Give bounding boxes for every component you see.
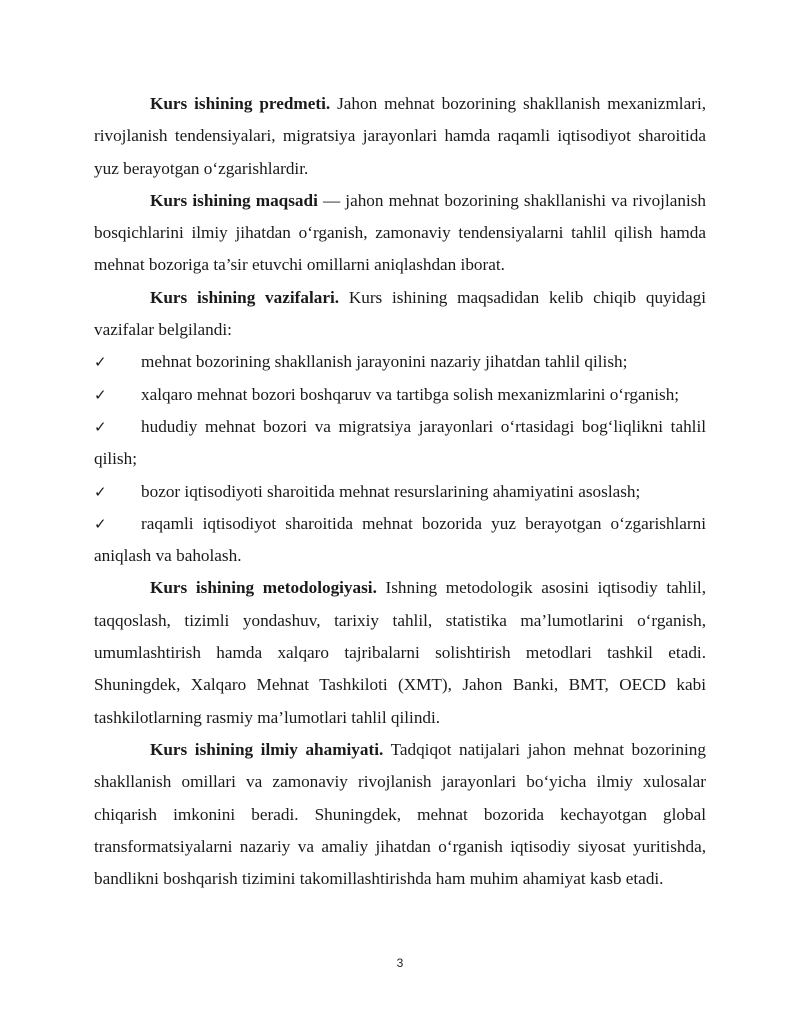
paragraph-significance-title: Kurs ishining ilmiy ahamiyati. — [150, 739, 384, 759]
paragraph-tasks-text: Kurs ishining maqsadidan kelib chiqib quyidagi vazifalar belgilandi: — [94, 287, 706, 340]
checkmark-icon: ✓ — [94, 514, 107, 533]
checkmark-icon: ✓ — [94, 385, 107, 404]
checkmark-icon: ✓ — [94, 482, 107, 501]
page-number: 3 — [396, 956, 404, 970]
task-list-item — [94, 379, 706, 411]
paragraph-methodology-title: Kurs ishining metodologiyasi. — [150, 578, 377, 598]
task-text: xalqaro mehnat bozori boshqaruv va tartibga solish mexanizmlarini o‘rganish; — [141, 384, 680, 404]
task-text: mehnat bozorining shakllanish jarayonini nazariy jihatdan tahlil qilish; — [141, 352, 628, 372]
paragraph-tasks — [94, 282, 706, 347]
paragraph-goal-title: Kurs ishining maqsadi — [150, 190, 318, 210]
task-list-item — [94, 411, 706, 476]
paragraph-subject-text: Jahon mehnat bozorining shakllanish mexanizmlari, rivojlanish tendensiyalari, migratsiya jarayonlari hamda raqamli iqtisodiyot sharoitida yuz berayotgan o‘zgarishlardir. — [94, 94, 707, 178]
paragraph-subject — [94, 88, 706, 185]
task-text: hududiy mehnat bozori va migratsiya jarayonlari o‘rtasidagi bog‘liqlikni tahlil qilish; — [94, 416, 706, 469]
task-list-item — [94, 476, 706, 508]
paragraph-methodology — [94, 572, 706, 733]
document-page — [94, 88, 706, 895]
checkmark-icon: ✓ — [94, 353, 107, 372]
paragraph-subject-title: Kurs ishining predmeti. — [150, 94, 331, 113]
task-list-item — [94, 508, 706, 573]
task-list-item — [94, 346, 706, 378]
paragraph-significance — [94, 734, 706, 895]
paragraph-goal-text: — jahon mehnat bozorining shakllanishi va rivojlanish bosqichlarini ilmiy jihatdan o‘rganish, zamonaviy tendensiyalarni tahlil qilish hamda mehnat bozoriga ta’sir etuvchi omillarni aniqlashdan iborat. — [94, 190, 707, 275]
paragraph-significance-text: Tadqiqot natijalari jahon mehnat bozorining shakllanish omillari va zamonaviy rivojlanish jarayonlari bo‘yicha ilmiy xulosalar chiqarish imkonini beradi. Shuningdek, mehnat bozorida kechayotgan global transformatsiyalarni nazariy va amaliy jihatdan o‘rganish iqtisodiy siyosat yuritishda, bandlikni boshqarish tizimini takomillashtirishda ham muhim ahamiyat kasb etadi. — [94, 739, 706, 889]
paragraph-goal — [94, 185, 706, 282]
paragraph-methodology-text: Ishning metodologik asosini iqtisodiy tahlil, taqqoslash, tizimli yondashuv, tarixiy tahlil, statistika ma’lumotlarini o‘rganish, umumlashtirish hamda xalqaro tajribalarni solishtirish metodlari tashkil etadi. Shuningdek, Xalqaro Mehnat Tashkiloti (XMT), Jahon Banki, BMT, OECD kabi tashkilotlarning rasmiy ma’lumotlari tahlil qilindi. — [94, 578, 706, 727]
checkmark-icon: ✓ — [94, 417, 107, 436]
task-text: bozor iqtisodiyoti sharoitida mehnat resurslarining ahamiyatini asoslash; — [141, 481, 641, 501]
task-text: raqamli iqtisodiyot sharoitida mehnat bozorida yuz berayotgan o‘zgarishlarni aniqlash va baholash. — [94, 513, 706, 566]
paragraph-tasks-title: Kurs ishining vazifalari. — [150, 287, 340, 307]
